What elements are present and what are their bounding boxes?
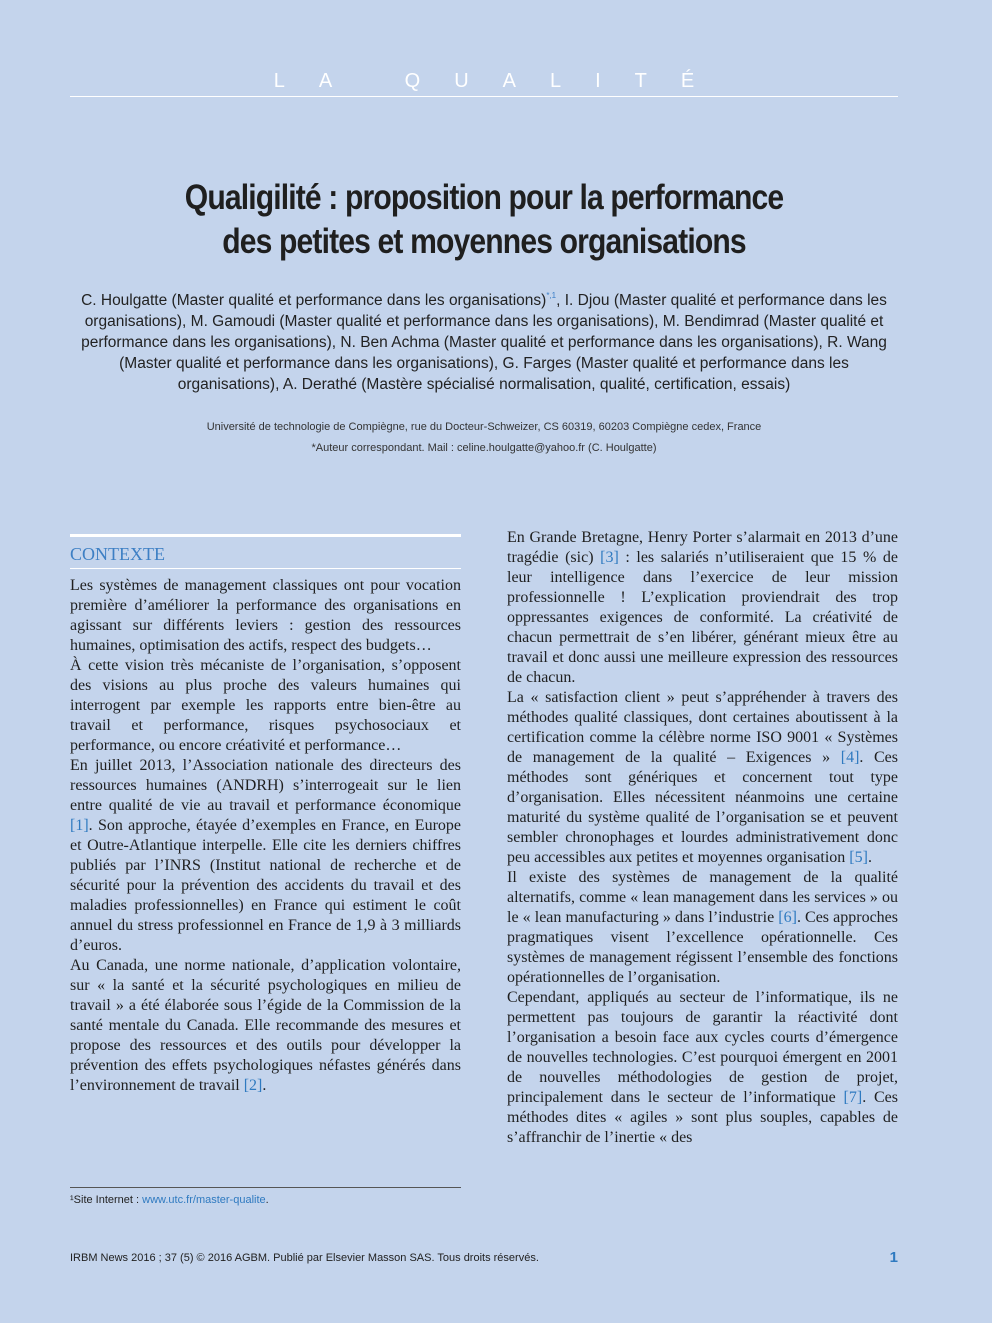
citation-link[interactable]: [5] — [849, 849, 868, 866]
section-top-rule — [70, 534, 461, 537]
paragraph: La « satisfaction client » peut s’appréhender à travers des méthodes qualité classiques, dont certaines aboutissent à la certification comme la célèbre norme ISO 9001 « Systèmes de management de la qualité – Exigences » [4]. Ces méthodes sont génériques et concernent tout type d’organisation. Elles nécessitent néanmoins une certaine maturité du système qualité de l’organisation se et peuvent sembler chronophages et lourdes administrativement donc peu accessibles aux petites et moyennes organisation [5]. — [507, 689, 899, 866]
paragraph: Cependant, appliqués au secteur de l’informatique, ils ne permettent pas toujours de garantir la réactivité dont l’organisation a besoin face aux cycles courts d’émergence de nouvelles technologies. C’est pourquoi émergent en 2001 de nouvelles méthodologies de gestion de projet, principalement dans le secteur de l’informatique [7]. Ces méthodes dites « agiles » sont plus souples, capables de s’affranchir de l’inertie « des — [507, 989, 898, 1146]
journal-citation: IRBM News 2016 ; 37 (5) © 2016 AGBM. Publié par Elsevier Masson SAS. Tous droits réservés. — [70, 1252, 539, 1264]
header-rule — [70, 96, 898, 97]
right-column — [507, 528, 898, 1148]
citation-link[interactable]: [7] — [843, 1089, 863, 1106]
paragraph: En Grande Bretagne, Henry Porter s’alarmait en 2013 d’une tragédie (sic) [3] : les salariés n’utiliseraient que 15 % de leur intelligence dans l’exercice de leur mission professionnelle ! L’explication proviendrait des trop oppressantes exigences de conformité. La créativité de chacun permettrait de s’en libérer, générant mieux être au travail et donc aussi une meilleure expression des ressources de chacun. — [507, 529, 899, 686]
citation-link[interactable]: [6] — [778, 909, 797, 926]
authors-text-a: C. Houlgatte (Master qualité et performance dans les organisations) — [81, 292, 547, 309]
citation-link[interactable]: [4] — [840, 749, 860, 766]
paragraph: Les systèmes de management classiques ont pour vocation première d’améliorer la performance des organisations en agissant sur différents leviers : gestion des ressources humaines, optimisation des actifs, respect des budgets… — [70, 577, 461, 654]
paragraph: À cette vision très mécaniste de l’organisation, s’opposent des visions au plus proche des valeurs humaines qui interrogent par exemple les rapports entre bien-être au travail et performance, risques psychosociaux et performance, ou encore créativité et performance… — [70, 657, 461, 754]
article-title — [137, 176, 832, 264]
paragraph: Il existe des systèmes de management de la qualité alternatifs, comme « lean management dans les services » ou le « lean manufacturing » dans l’industrie [6]. Ces approches pragmatiques visent l’excellence opérationnelle. Ces systèmes de management régissent l’ensemble des fonctions opérationnelles de l’organisation. — [507, 869, 898, 986]
section-header: LA QUALITÉ — [273, 70, 729, 92]
correspondence: *Auteur correspondant. Mail : celine.houlgatte@yahoo.fr (C. Houlgatte) — [311, 442, 657, 454]
citation-link[interactable]: [2] — [243, 1077, 263, 1094]
page-number: 1 — [889, 1249, 898, 1266]
footnote: ¹Site Internet : www.utc.fr/master-qualite. — [70, 1194, 269, 1206]
footnote-rule — [70, 1187, 461, 1188]
page-footer — [70, 1249, 898, 1266]
paragraph: Au Canada, une norme nationale, d’application volontaire, sur « la santé et la sécurité psychologiques en milieu de travail » a été élaborée sous l’égide de la Commission de la santé mentale du Canada. Elle recommande des mesures et propose des ressources et des outils pour développer la prévention des effets psychologiques néfastes générés dans l’environnement de travail [2]. — [70, 957, 461, 1094]
citation-link[interactable]: [1] — [70, 817, 89, 834]
paragraph: En juillet 2013, l’Association nationale des directeurs des ressources humaines (ANDRH) s’interrogeait sur le lien entre qualité de vie au travail et performance économique [1]. Son approche, étayée d’exemples en France, en Europe et Outre-Atlantique interpelle. Elle cite les derniers chiffres publiés par l’INRS (Institut national de recherche et de sécurité pour la prévention des accidents du travail et des maladies professionnelles) en France qui estiment le coût annuel du stress professionnel en France de 1,9 à 3 milliards d’euros. — [70, 757, 461, 954]
citation-link[interactable]: [3] — [600, 549, 619, 566]
affiliation: Université de technologie de Compiègne, rue du Docteur-Schweizer, CS 60319, 60203 Compiègne cedex, France — [206, 421, 762, 433]
author-list — [68, 285, 900, 395]
title-line-1: Qualigilité : proposition pour la performance — [184, 178, 784, 217]
section-heading-contexte: CONTEXTE — [70, 544, 461, 569]
author-footnote-mark[interactable]: *,1 — [546, 291, 557, 300]
title-line-2: des petites et moyennes organisations — [222, 222, 746, 261]
left-column — [70, 534, 461, 1096]
authors-text-b: , I. Djou (Master qualité et performance dans les organisations), M. Gamoudi (Master qualité et performance dans les organisations), M. Bendimrad (Master qualité et performance dans les organisations), N. Ben Achma (Master qualité et performance dans les organisations), R. Wang (Master qualité et performance dans les organisations), G. Farges (Master qualité et performance dans les organisations), A. Derathé (Mastère spécialisé normalisation, qualité, certification, essais) — [81, 292, 887, 393]
footnote-link[interactable]: www.utc.fr/master-qualite — [142, 1194, 266, 1206]
